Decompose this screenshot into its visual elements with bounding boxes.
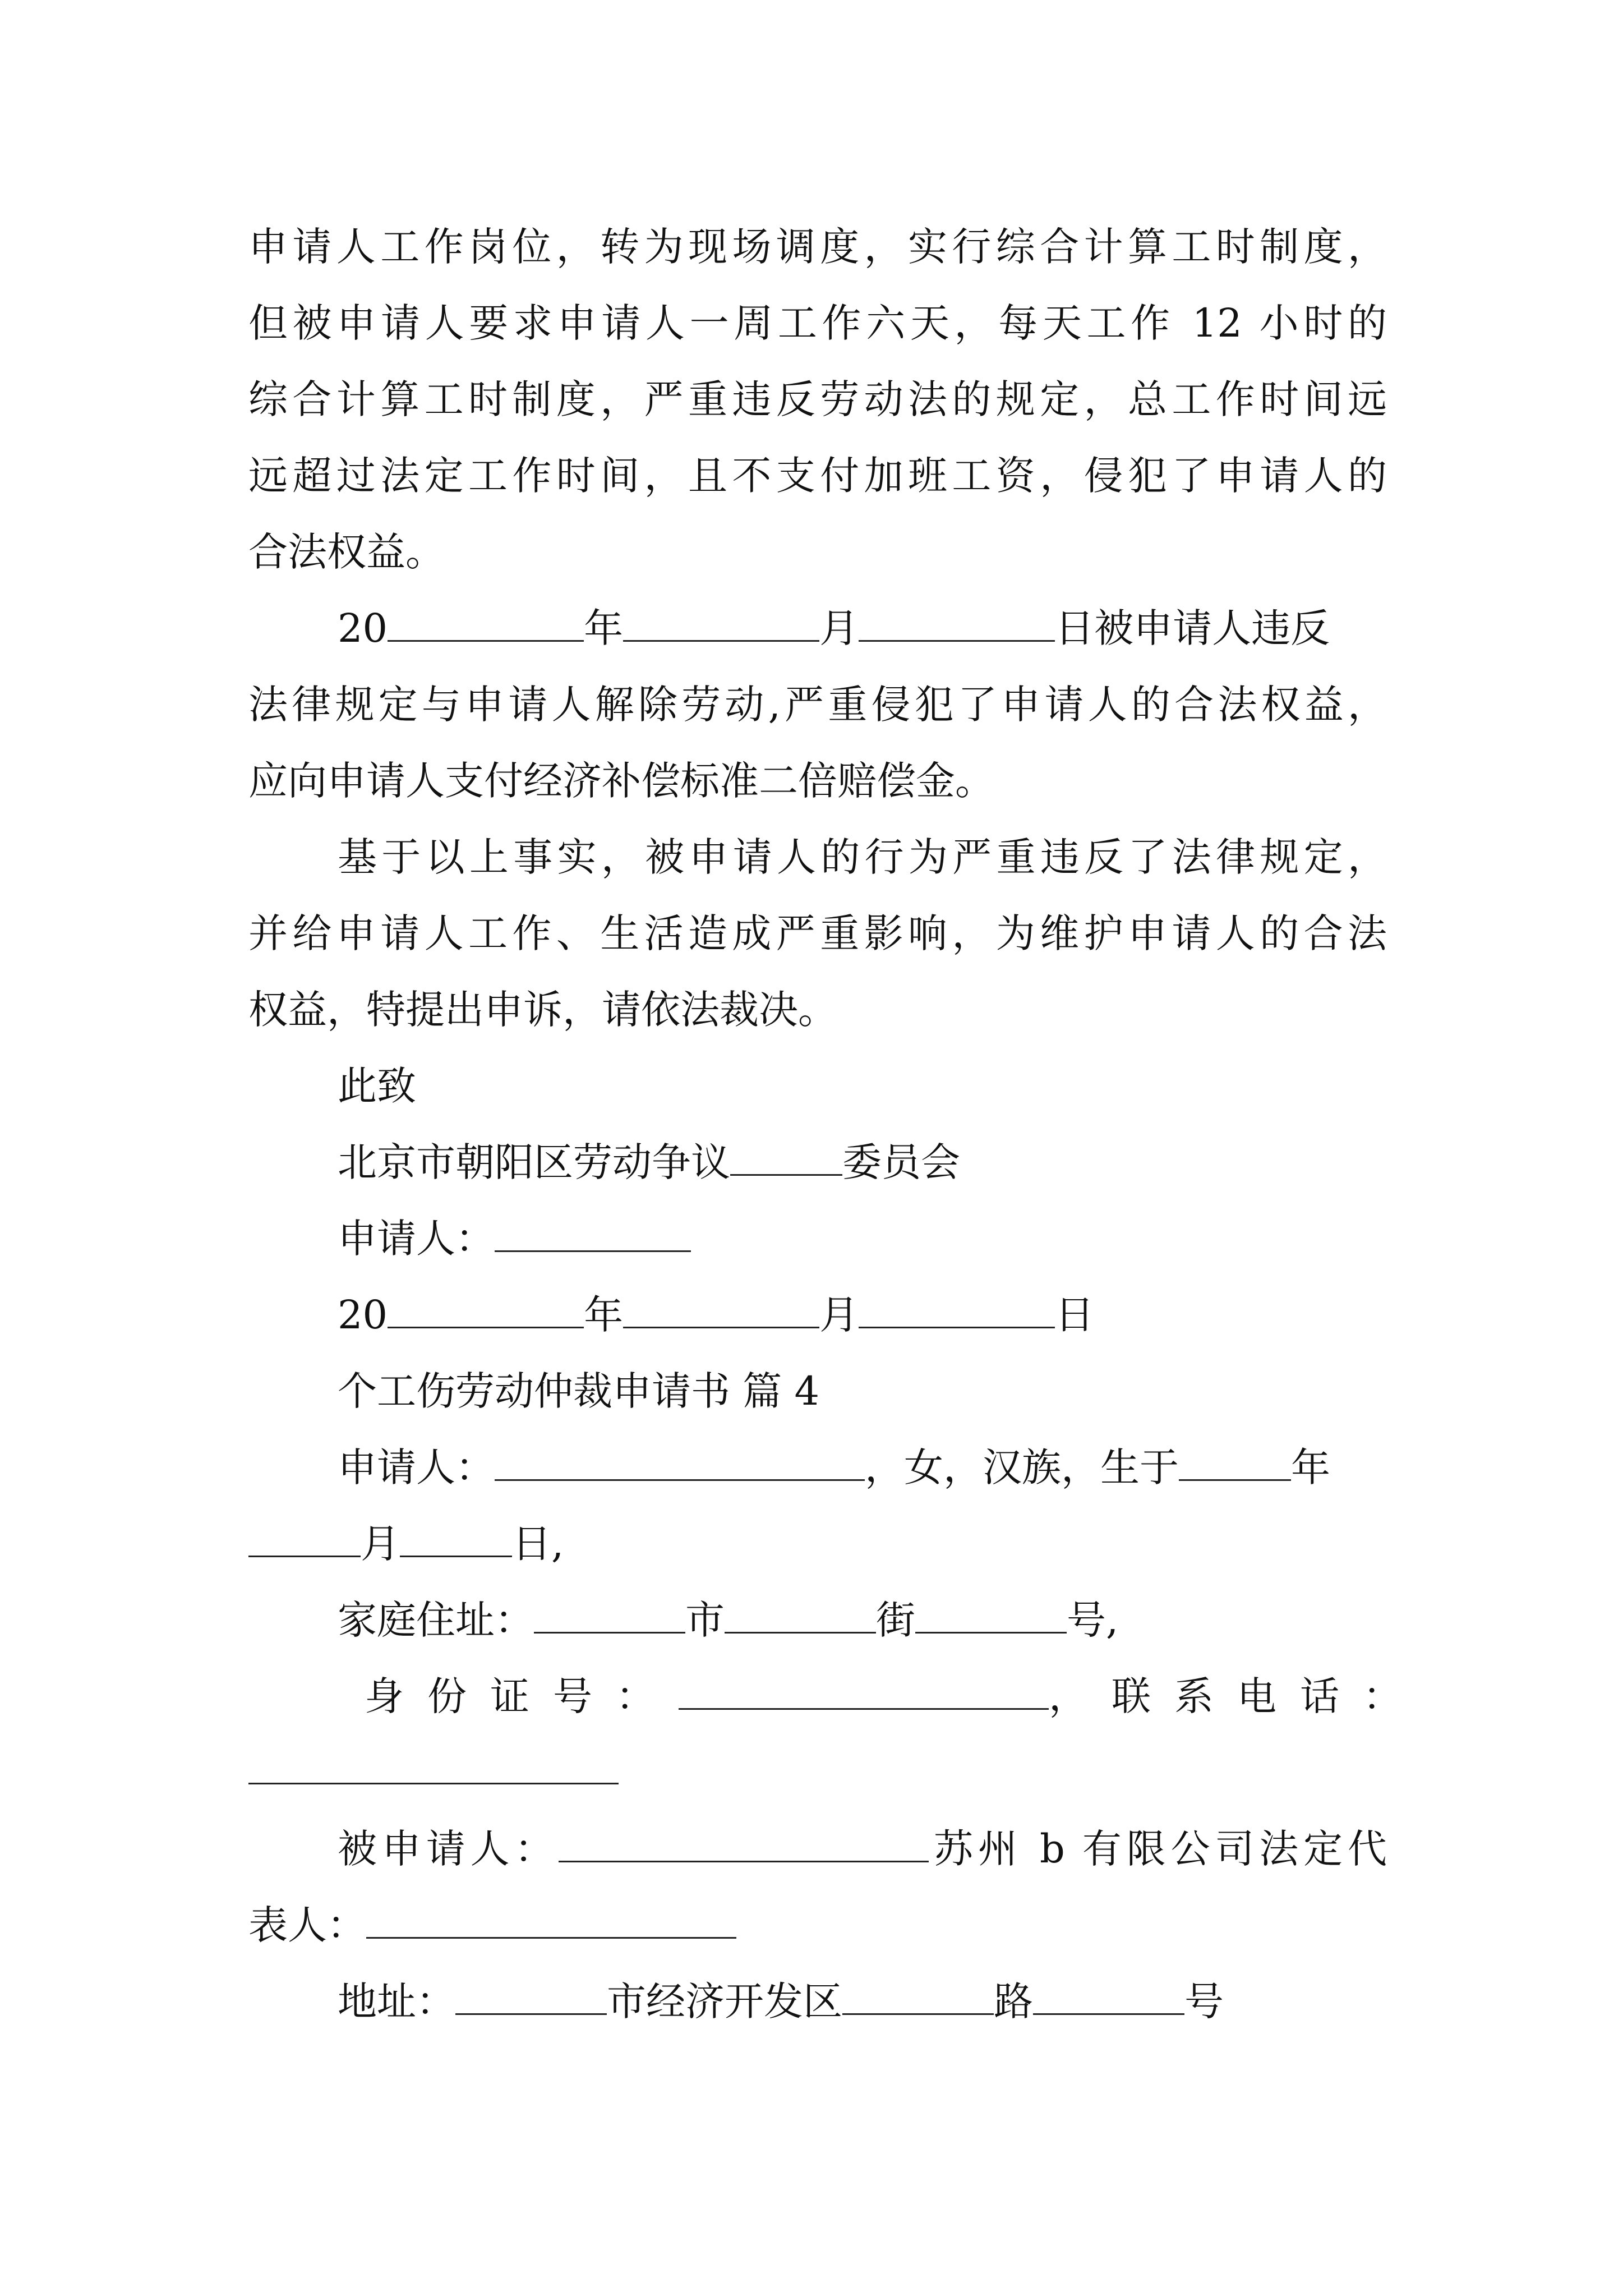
paragraph-line: 远超过法定工作时间，且不支付加班工资，侵犯了申请人的 <box>248 453 1387 499</box>
number-blank <box>1033 1978 1184 2015</box>
paragraph-line: 法律规定与申请人解除劳动,严重侵犯了申请人的合法权益， <box>248 682 1387 728</box>
section-heading: 个工伤劳动仲裁申请书 篇 4 <box>338 1368 820 1414</box>
rep-label: 表人： <box>248 1902 366 1948</box>
month-blank <box>623 605 819 642</box>
street-blank <box>725 1597 876 1634</box>
phone-blank <box>248 1783 619 1784</box>
zone-label: 市经济开发区 <box>607 1978 842 2024</box>
id-blank <box>679 1673 1049 1710</box>
applicant-label: 申请人： <box>338 1216 495 1262</box>
road-blank <box>842 1978 994 2015</box>
paragraph-line: 合法权益。 <box>248 529 445 575</box>
rep-blank <box>366 1902 736 1939</box>
day-blank <box>859 1292 1055 1328</box>
road-label: 路 <box>994 1978 1033 2024</box>
respondent-line <box>338 1824 1387 1874</box>
paragraph-line: 应向申请人支付经济补偿标准二倍赔偿金。 <box>248 758 994 804</box>
paragraph-line: 权益，特提出申诉，请依法裁决。 <box>248 987 837 1033</box>
paragraph-line: 基于以上事实，被申请人的行为严重违反了法律规定， <box>338 834 1387 880</box>
city-blank <box>455 1978 607 2015</box>
org-blank <box>730 1139 842 1176</box>
legal-rep-line <box>248 1900 1387 1950</box>
year-label: 年 <box>584 605 624 651</box>
year-blank <box>388 605 584 642</box>
applicant-name-blank <box>495 1444 865 1481</box>
home-address-line <box>338 1595 1387 1645</box>
month-label: 月 <box>819 1292 859 1338</box>
paragraph-line: 但被申请人要求申请人一周工作六天，每天工作 12 小时的 <box>248 300 1387 346</box>
year-prefix: 20 <box>338 605 388 651</box>
applicant-signature-line <box>338 1213 1387 1264</box>
salutation: 此致 <box>338 1063 416 1109</box>
respondent-blank <box>559 1826 929 1862</box>
respondent-address-line <box>338 1976 1387 2027</box>
year-label: 年 <box>1291 1444 1330 1490</box>
org-suffix: 委员会 <box>842 1139 960 1185</box>
respondent-label: 被申请人： <box>338 1826 559 1872</box>
birth-day-blank <box>400 1521 512 1557</box>
street-label: 街 <box>876 1597 915 1643</box>
month-blank <box>623 1292 819 1328</box>
birth-year-blank <box>1179 1444 1291 1481</box>
org-prefix: 北京市朝阳区劳动争议 <box>338 1139 730 1185</box>
paragraph-line: 申请人工作岗位，转为现场调度，实行综合计算工时制度， <box>248 224 1387 270</box>
recipient-line <box>338 1137 1387 1188</box>
respondent-company: 苏州 b 有限公司法定代 <box>929 1826 1387 1872</box>
year-blank <box>388 1292 584 1328</box>
city-label: 市 <box>685 1597 725 1643</box>
year-label: 年 <box>584 1292 624 1338</box>
day-tail: 日被申请人违反 <box>1055 605 1330 651</box>
applicant-blank <box>495 1216 691 1252</box>
day-label: 日, <box>512 1521 564 1567</box>
date-line <box>338 603 1387 654</box>
address-label: 地址： <box>338 1978 455 2024</box>
id-phone-line <box>365 1671 1426 1722</box>
address-label: 家庭住址： <box>338 1597 534 1643</box>
paragraph-line: 综合计算工时制度，严重违反劳动法的规定，总工作时间远 <box>248 376 1387 422</box>
month-label: 月 <box>361 1521 400 1567</box>
month-label: 月 <box>819 605 859 651</box>
signature-date-line <box>338 1290 1387 1340</box>
number-blank <box>915 1597 1067 1634</box>
day-blank <box>859 605 1055 642</box>
number-label: 号 <box>1184 1978 1224 2024</box>
day-label: 日 <box>1055 1292 1095 1338</box>
city-blank <box>534 1597 685 1634</box>
birth-date-line <box>248 1519 1387 1569</box>
number-label: 号, <box>1067 1597 1119 1643</box>
id-label: 身份证号： <box>365 1673 679 1719</box>
applicant-line <box>338 1442 1387 1493</box>
date-prefix: 20 <box>338 1292 388 1338</box>
birth-month-blank <box>248 1521 361 1557</box>
phone-label: ，联系电话： <box>1049 1673 1426 1719</box>
applicant-label: 申请人： <box>338 1444 495 1490</box>
applicant-details: ，女，汉族，生于 <box>865 1444 1179 1490</box>
paragraph-line: 并给申请人工作、生活造成严重影响，为维护申请人的合法 <box>248 910 1387 956</box>
